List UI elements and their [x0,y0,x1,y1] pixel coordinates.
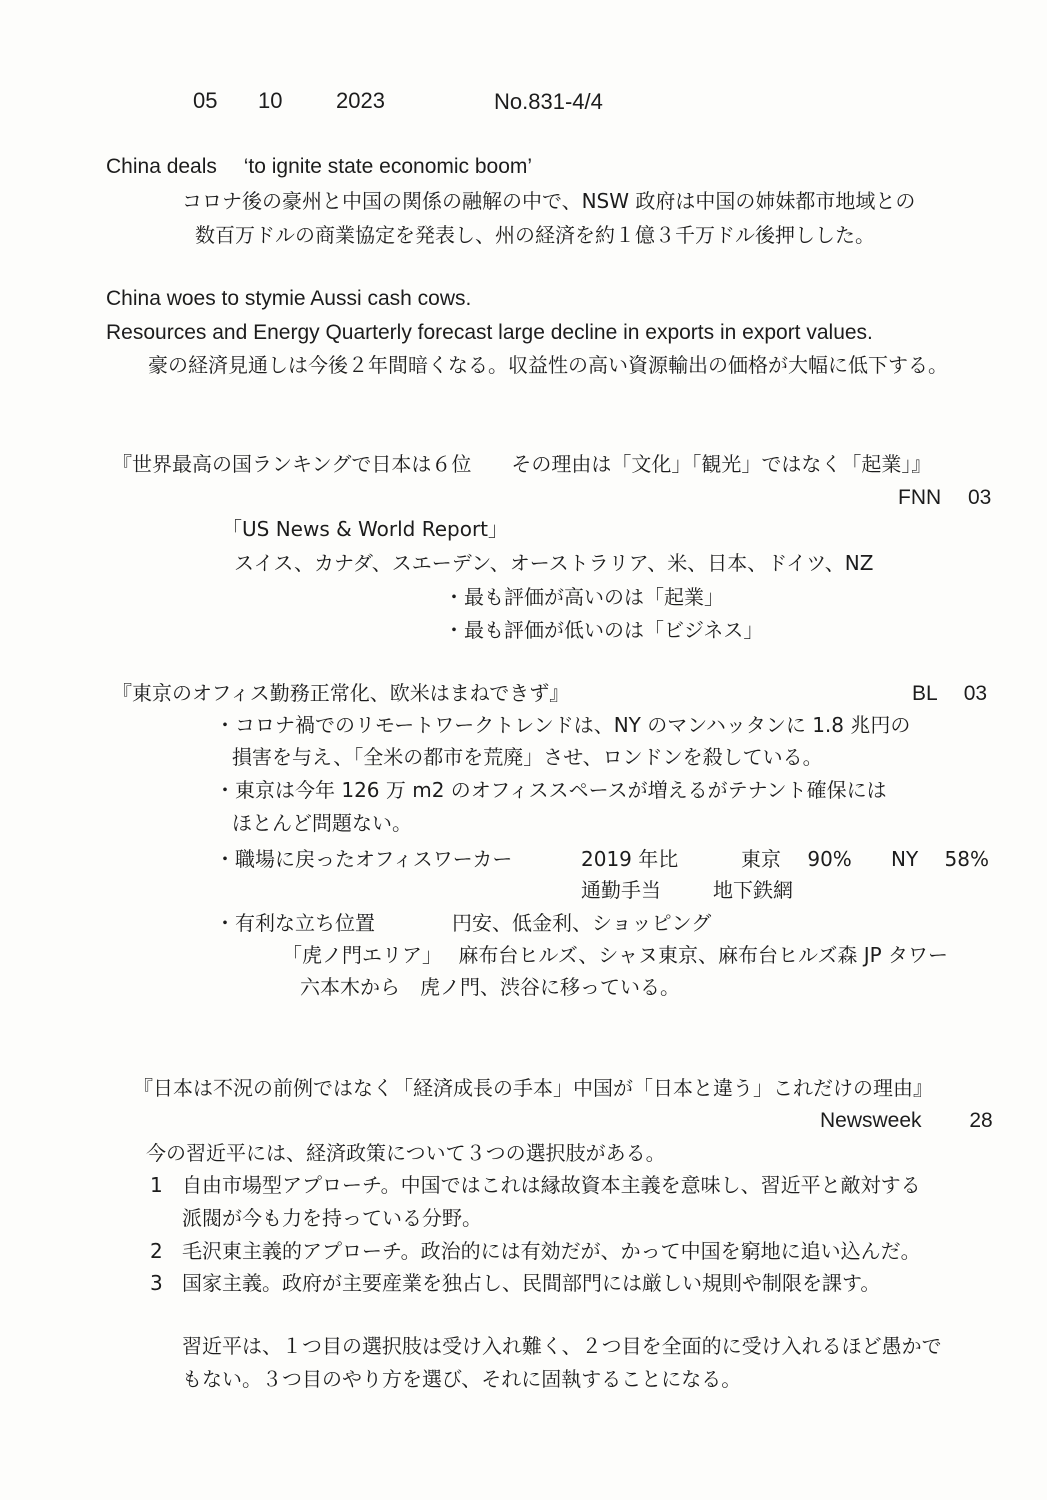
section4-line: ほとんど問題ない。 [232,811,412,835]
section1-body-line: コロナ後の豪州と中国の関係の融解の中で、NSW 政府は中国の姉妹都市地域との [182,189,916,213]
section4-title: 『東京のオフィス勤務正常化、欧米はまねできず』 [112,681,570,705]
section1-title: China deals ‘to ignite state economic boom’ [106,155,533,178]
list-item-cont: 派閥が今も力を持っている分野。 [182,1206,482,1230]
section5-title: 『日本は不況の前例ではなく「経済成長の手本」中国が「日本と違う」これだけの理由』 [133,1076,933,1100]
toranomon-area: 「虎ノ門エリア」 麻布台ヒルズ、シャヌ東京、麻布台ヒルズ森 JP タワー [282,943,949,967]
section5-intro: 今の習近平には、経済政策について３つの選択肢がある。 [146,1141,666,1165]
position-label: ・有利な立ち位置 [215,911,375,935]
moving-note: 六本木から 虎ノ門、渋谷に移っている。 [300,975,680,999]
conclusion-line: もない。３つ目のやり方を選び、それに固執することになる。 [182,1367,742,1391]
section4-line: 損害を与え、「全米の都市を荒廃」させ、ロンドンを殺している。 [232,745,823,769]
list-number: 2 [150,1239,163,1263]
list-number: 1 [150,1173,163,1197]
section4-line: ・東京は今年 126 万 m2 のオフィススペースが増えるがテナント確保には [215,778,887,802]
issue-number: No.831-4/4 [494,89,603,114]
workers-compare: 2019 年比 [581,847,679,871]
list-item: 毛沢東主義的アプローチ。政治的には有効だが、かって中国を窮地に追い込んだ。 [182,1239,921,1263]
position-factors: 円安、低金利、ショッピング [452,911,712,935]
workers-allowance: 通勤手当 [581,878,661,902]
workers-subway: 地下鉄網 [713,878,793,902]
section3-bullet: ・最も評価が低いのは「ビジネス」 [444,618,764,642]
date-month: 10 [258,88,283,113]
section4-line: ・コロナ禍でのリモートワークトレンドは、NY のマンハッタンに 1.8 兆円の [215,713,911,737]
section3-title: 『世界最高の国ランキングで日本は６位 その理由は「文化」「観光」ではなく「起業」』 [112,452,932,476]
section3-countries: スイス、カナダ、スエーデン、オーストラリア、米、日本、ドイツ、NZ [234,551,874,575]
section1-body-line: 数百万ドルの商業協定を発表し、州の経済を約１億３千万ドル後押しした。 [195,223,875,247]
workers-ny: NY 58% [891,847,989,871]
section3-bullet: ・最も評価が高いのは「起業」 [444,585,724,609]
section2-body: 豪の経済見通しは今後２年間暗くなる。収益性の高い資源輸出の価格が大幅に低下する。 [148,353,948,377]
conclusion-line: 習近平は、１つ目の選択肢は受け入れ難く、２つ目を全面的に受け入れるほど愚かで [182,1334,942,1358]
date-day: 05 [193,88,218,113]
workers-label: ・職場に戻ったオフィスワーカー [215,847,513,871]
list-item: 国家主義。政府が主要産業を独占し、民間部門には厳しい規則や制限を課す。 [182,1271,881,1295]
date-year: 2023 [336,88,385,113]
section3-report: 「US News & World Report」 [222,517,509,541]
list-number: 3 [150,1271,163,1295]
section2-subtitle: Resources and Energy Quarterly forecast large decline in exports in export values. [106,321,873,344]
list-item: 自由市場型アプローチ。中国ではこれは縁故資本主義を意味し、習近平と敵対する [182,1173,921,1197]
section4-source: BL 03 [912,682,988,705]
section5-source: Newsweek 28 [820,1109,993,1132]
workers-tokyo: 東京 90% [741,847,852,871]
section2-title: China woes to stymie Aussi cash cows. [106,287,472,310]
section3-source: FNN 03 [898,486,992,509]
